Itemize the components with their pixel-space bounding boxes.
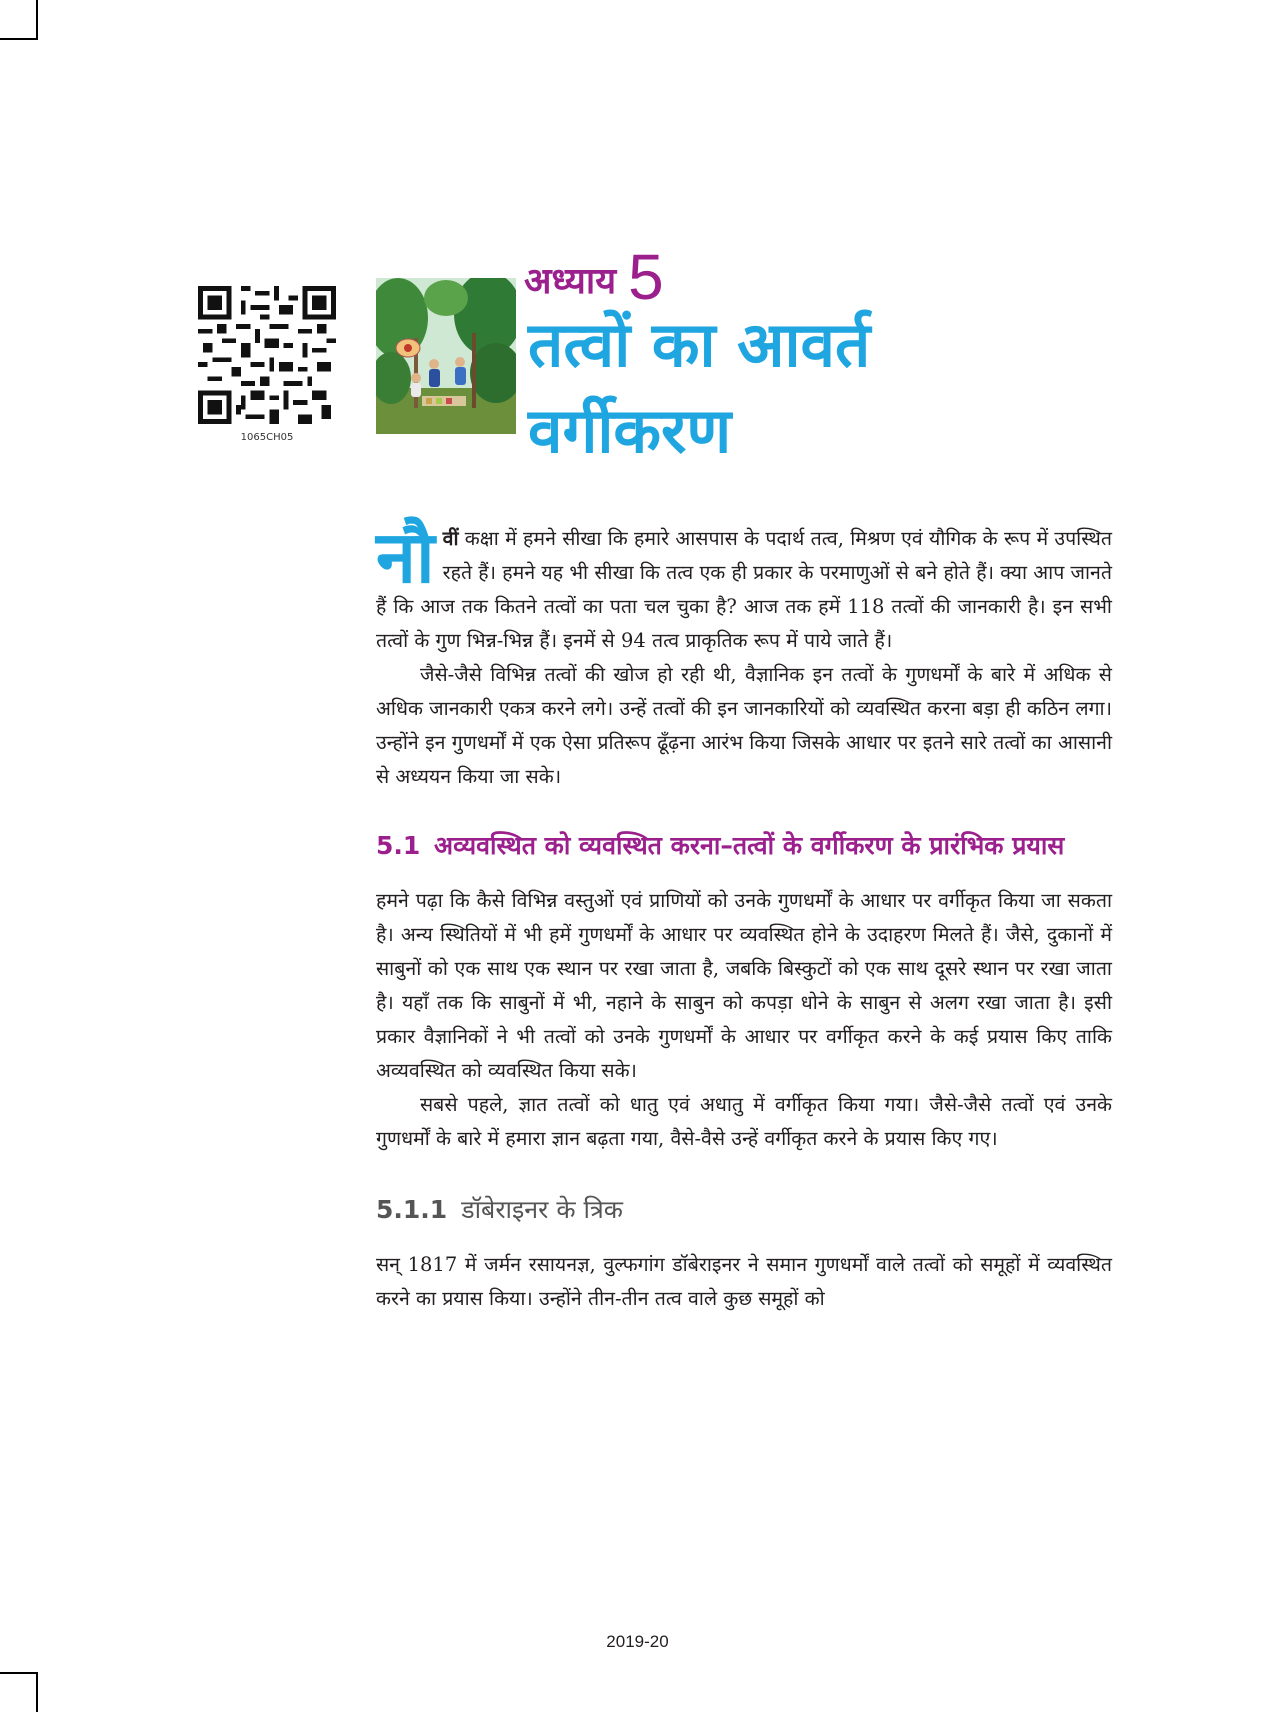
- subsection-paragraph-1: सन् 1817 में जर्मन रसायनज्ञ, वुल्फगांग डॉबेराइनर ने समान गुणधर्मों वाले तत्वों को समूहों में व्यवस्थित करने का प्रयास किया। उन्होंने तीन-तीन तत्व वाले कुछ समूहों को: [376, 1253, 1112, 1310]
- drop-cap-continuation: वीं: [442, 527, 459, 550]
- subsection-heading: [376, 1190, 1112, 1230]
- section-paragraph-1: हमने पढ़ा कि कैसे विभिन्न वस्तुओं एवं प्राणियों को उनके गुणधर्मों के आधार पर वर्गीकृत किया जा सकता है। अन्य स्थितियों में भी हमें गुणधर्मों के आधार पर व्यवस्थित होने के उदाहरण मिलते हैं। जैसे, दुकानों में साबुनों को एक साथ एक स्थान पर रखा जाता है, जबकि बिस्कुटों को एक साथ दूसरे स्थान पर रखा जाता है। यहाँ तक कि साबुनों में भी, नहाने के साबुन को कपड़ा धोने के साबुन से अलग रखा जाता है। इसी प्रकार वैज्ञानिकों ने भी तत्वों को उनके गुणधर्मों के आधार पर वर्गीकृत करने के कई प्रयास किए ताकि अव्यवस्थित को व्यवस्थित किया सके।: [376, 889, 1112, 1082]
- page-footer-year: 2019-20: [606, 1632, 669, 1651]
- section-number: 5.1: [376, 831, 421, 860]
- chapter-illustration: [376, 278, 516, 434]
- section-title: अव्यवस्थित को व्यवस्थित करना–तत्वों के वर्गीकरण के प्रारंभिक प्रयास: [434, 831, 1065, 860]
- intro-paragraph-1-text: कक्षा में हमने सीखा कि हमारे आसपास के पदार्थ तत्व, मिश्रण एवं यौगिक के रूप में उपस्थित रहते हैं। हमने यह भी सीखा कि तत्व एक ही प्रकार के परमाणुओं से बने होते हैं। क्या आप जानते हैं कि आज तक कितने तत्वों का पता चल चुका है? आज तक हमें 118 तत्वों की जानकारी है। इन सभी तत्वों के गुण भिन्न-भिन्न हैं। इनमें से 94 तत्व प्राकृतिक रूप में पाये जाते हैं।: [376, 527, 1112, 652]
- section-paragraph-2: सबसे पहले, ज्ञात तत्वों को धातु एवं अधातु में वर्गीकृत किया गया। जैसे-जैसे तत्वों एवं उनके गुणधर्मों के बारे में हमारा ज्ञान बढ़ता गया, वैसे-वैसे उन्हें वर्गीकृत करने के प्रयास किए गए।: [376, 1093, 1112, 1150]
- chapter-number: 5: [628, 241, 664, 313]
- subsection-title: डॉबेराइनर के त्रिक: [461, 1195, 623, 1224]
- main-content: [376, 515, 1112, 1316]
- section-heading: [376, 824, 1112, 868]
- crop-mark-bottom-left: [0, 1672, 38, 1712]
- subsection-number: 5.1.1: [376, 1195, 448, 1224]
- qr-code-icon: [198, 286, 336, 424]
- chapter-title: तत्वों का आवर्त वर्गीकरण: [528, 308, 871, 467]
- crop-mark-top-left: [0, 0, 38, 40]
- intro-paragraph-1: [376, 515, 1112, 658]
- qr-code-label: 1065CH05: [240, 432, 294, 443]
- intro-paragraph-2: जैसे-जैसे विभिन्न तत्वों की खोज हो रही थी, वैज्ञानिक इन तत्वों के गुणधर्मों के बारे में अधिक से अधिक जानकारी एकत्र करने लगे। उन्हें तत्वों की इन जानकारियों को व्यवस्थित करना बड़ा ही कठिन लगा। उन्होंने इन गुणधर्मों में एक ऐसा प्रतिरूप ढूँढ़ना आरंभ किया जिसके आधार पर इतने सारे तत्वों का आसानी से अध्ययन किया जा सके।: [376, 663, 1112, 788]
- drop-cap: नौ: [376, 515, 435, 599]
- chapter-word: अध्याय: [524, 261, 617, 302]
